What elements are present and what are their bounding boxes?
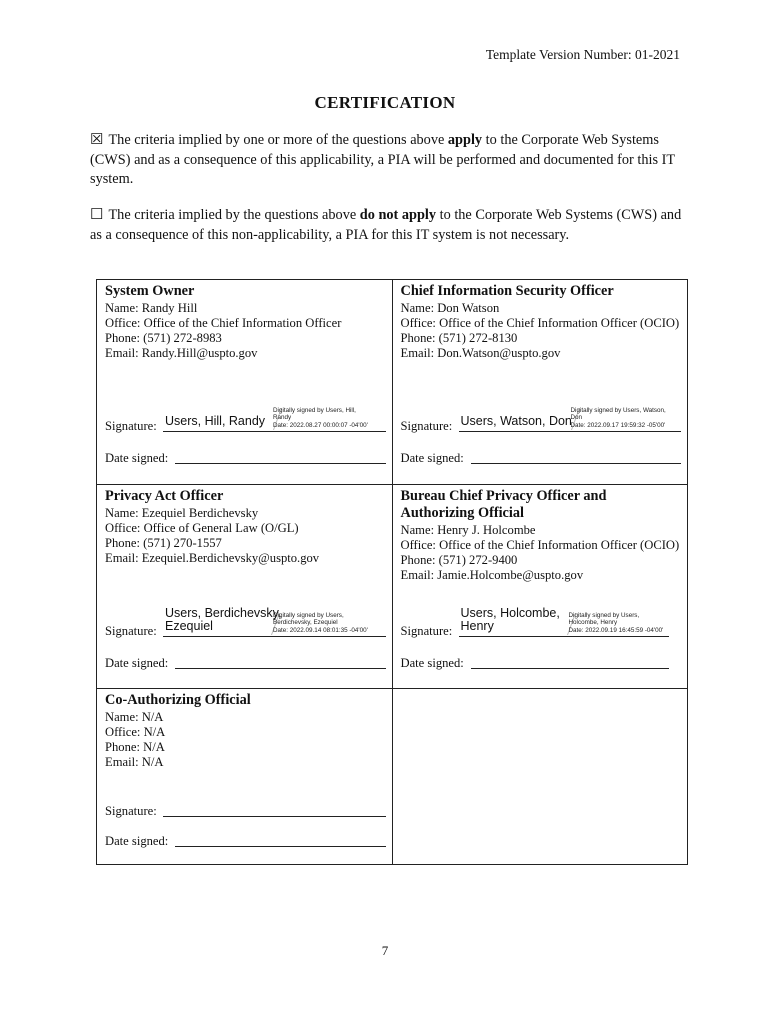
date-signed-label: Date signed: bbox=[105, 451, 169, 465]
privacy-act-officer-signature-details bbox=[273, 612, 368, 634]
privacy-act-officer-signature[interactable] bbox=[105, 605, 386, 639]
signature-note-line: Berdichevsky, Ezequiel bbox=[273, 619, 338, 627]
bureau-chief-privacy-officer-signature-details bbox=[569, 612, 664, 634]
signature-note-line: Date: 2022.08.27 00:00:07 -04'00' bbox=[273, 421, 368, 429]
signature-line bbox=[459, 431, 682, 432]
privacy-act-officer-cell bbox=[97, 485, 393, 689]
date-signed-label: Date signed: bbox=[105, 656, 169, 670]
signer-name-line: Users, Holcombe, bbox=[460, 606, 560, 620]
bureau-chief-privacy-officer-name: Name: Henry J. Holcombe bbox=[400, 523, 536, 537]
option-not-apply-text-start: The criteria implied by the questions above bbox=[108, 207, 360, 223]
signature-label: Signature: bbox=[105, 804, 157, 818]
co-authorizing-official-date-signed[interactable] bbox=[105, 833, 386, 849]
co-authorizing-official-name: Name: N/A bbox=[105, 710, 164, 724]
date-line bbox=[175, 668, 386, 669]
system-owner-name: Name: Randy Hill bbox=[105, 301, 198, 315]
system-owner-office: Office: Office of the Chief Information Officer bbox=[105, 316, 342, 330]
signature-line bbox=[459, 636, 670, 637]
bureau-chief-privacy-officer-signer-name bbox=[461, 607, 560, 633]
date-signed-label: Date signed: bbox=[400, 656, 464, 670]
date-line bbox=[175, 846, 386, 847]
bureau-chief-privacy-officer-signature[interactable] bbox=[401, 605, 670, 639]
ciso-signature-details bbox=[571, 407, 666, 429]
signature-note-line: Date: 2022.09.14 08:01:35 -04'00' bbox=[273, 626, 368, 634]
option-not-apply-emphasis: do not apply bbox=[359, 207, 437, 223]
ciso-signature[interactable] bbox=[401, 400, 682, 434]
bureau-chief-privacy-officer-office: Office: Office of the Chief Information Officer (OCIO) bbox=[400, 538, 680, 552]
system-owner-signer-name: Users, Hill, Randy bbox=[165, 414, 266, 428]
page-title: CERTIFICATION bbox=[314, 93, 456, 112]
system-owner-phone: Phone: (571) 272-8983 bbox=[105, 331, 222, 345]
ciso-office: Office: Office of the Chief Information Officer (OCIO) bbox=[400, 316, 680, 330]
authorizing-official-role: Authorizing Official bbox=[400, 505, 524, 521]
date-signed-label: Date signed: bbox=[400, 451, 464, 465]
bureau-chief-privacy-officer-cell bbox=[392, 485, 688, 689]
option-apply-text-start: The criteria implied by one or more of the questions above bbox=[108, 132, 448, 148]
option-apply bbox=[90, 131, 690, 190]
empty-cell bbox=[392, 689, 688, 865]
system-owner-date-signed[interactable] bbox=[105, 450, 386, 466]
bureau-chief-privacy-officer-email: Email: Jamie.Holcombe@uspto.gov bbox=[400, 568, 584, 582]
unchecked-checkbox[interactable]: ☐ bbox=[90, 207, 104, 223]
signature-label: Signature: bbox=[400, 419, 453, 433]
signature-line bbox=[163, 816, 386, 817]
co-authorizing-official-phone: Phone: N/A bbox=[105, 740, 165, 754]
ciso-name: Name: Don Watson bbox=[400, 301, 500, 315]
date-line bbox=[471, 463, 682, 464]
certification-table bbox=[96, 279, 688, 865]
signature-note-line: Digitally signed by Users, bbox=[568, 611, 640, 619]
ciso-cell bbox=[392, 280, 688, 485]
bureau-chief-privacy-officer-date-signed[interactable] bbox=[401, 655, 670, 671]
privacy-act-officer-office: Office: Office of General Law (O/GL) bbox=[105, 521, 299, 535]
co-authorizing-official-cell bbox=[97, 689, 393, 865]
signer-name-line: Users, Berdichevsky, bbox=[165, 606, 282, 620]
ciso-email: Email: Don.Watson@uspto.gov bbox=[400, 346, 561, 360]
date-signed-label: Date signed: bbox=[105, 834, 169, 848]
template-version: Template Version Number: 01-2021 bbox=[485, 47, 680, 62]
co-authorizing-official-signature[interactable] bbox=[105, 785, 386, 819]
privacy-act-officer-role: Privacy Act Officer bbox=[105, 488, 224, 504]
signer-name-line: Ezequiel bbox=[165, 619, 213, 633]
option-apply-emphasis: apply bbox=[447, 132, 483, 148]
checked-checkbox[interactable]: ☒ bbox=[90, 132, 104, 148]
signature-note-line: Don bbox=[570, 414, 583, 422]
signer-name-line: Henry bbox=[460, 619, 494, 633]
privacy-act-officer-name: Name: Ezequiel Berdichevsky bbox=[105, 506, 259, 520]
privacy-act-officer-date-signed[interactable] bbox=[105, 655, 386, 671]
date-line bbox=[471, 668, 670, 669]
signature-note-line: Randy bbox=[273, 414, 292, 422]
ciso-role: Chief Information Security Officer bbox=[400, 283, 614, 299]
privacy-act-officer-email: Email: Ezequiel.Berdichevsky@uspto.gov bbox=[105, 551, 320, 565]
system-owner-signature[interactable] bbox=[105, 400, 386, 434]
co-authorizing-official-role: Co-Authorizing Official bbox=[105, 692, 251, 708]
ciso-date-signed[interactable] bbox=[401, 450, 682, 466]
signature-note-line: Digitally signed by Users, bbox=[273, 611, 344, 619]
signature-label: Signature: bbox=[400, 624, 453, 638]
system-owner-signature-details bbox=[273, 407, 368, 429]
bureau-chief-privacy-officer-role: Bureau Chief Privacy Officer and bbox=[400, 488, 607, 504]
signature-note-line: Date: 2022.09.19 16:45:59 -04'00' bbox=[568, 626, 664, 634]
bureau-chief-privacy-officer-phone: Phone: (571) 272-9400 bbox=[400, 553, 518, 567]
signature-label: Signature: bbox=[105, 419, 157, 433]
option-not-apply bbox=[90, 206, 690, 245]
option-not-apply-text-end: to the Corporate Web Systems (CWS) and as a consequence of this non-applicability, a PIA for this IT system is not necessary. bbox=[90, 207, 682, 243]
page-number: 7 bbox=[381, 943, 389, 958]
privacy-act-officer-signer-name bbox=[165, 607, 281, 633]
ciso-signer-name: Users, Watson, Don bbox=[460, 414, 572, 428]
option-apply-text-end: to the Corporate Web Systems (CWS) and as a consequence of this applicability, a PIA will be performed and documented for this IT system. bbox=[90, 132, 675, 187]
co-authorizing-official-email: Email: N/A bbox=[105, 755, 164, 769]
privacy-act-officer-phone: Phone: (571) 270-1557 bbox=[105, 536, 222, 550]
date-line bbox=[175, 463, 386, 464]
signature-note-line: Date: 2022.09.17 19:59:32 -05'00' bbox=[570, 421, 666, 429]
system-owner-cell bbox=[97, 280, 393, 485]
ciso-phone: Phone: (571) 272-8130 bbox=[400, 331, 518, 345]
signature-note-line: Digitally signed by Users, Hill, bbox=[273, 406, 356, 414]
co-authorizing-official-office: Office: N/A bbox=[105, 725, 166, 739]
signature-note-line: Digitally signed by Users, Watson, bbox=[570, 406, 666, 414]
system-owner-email: Email: Randy.Hill@uspto.gov bbox=[105, 346, 258, 360]
signature-label: Signature: bbox=[105, 624, 157, 638]
signature-note-line: Holcombe, Henry bbox=[568, 619, 618, 627]
signature-line bbox=[163, 431, 386, 432]
signature-line bbox=[163, 636, 386, 637]
system-owner-role: System Owner bbox=[105, 283, 195, 299]
